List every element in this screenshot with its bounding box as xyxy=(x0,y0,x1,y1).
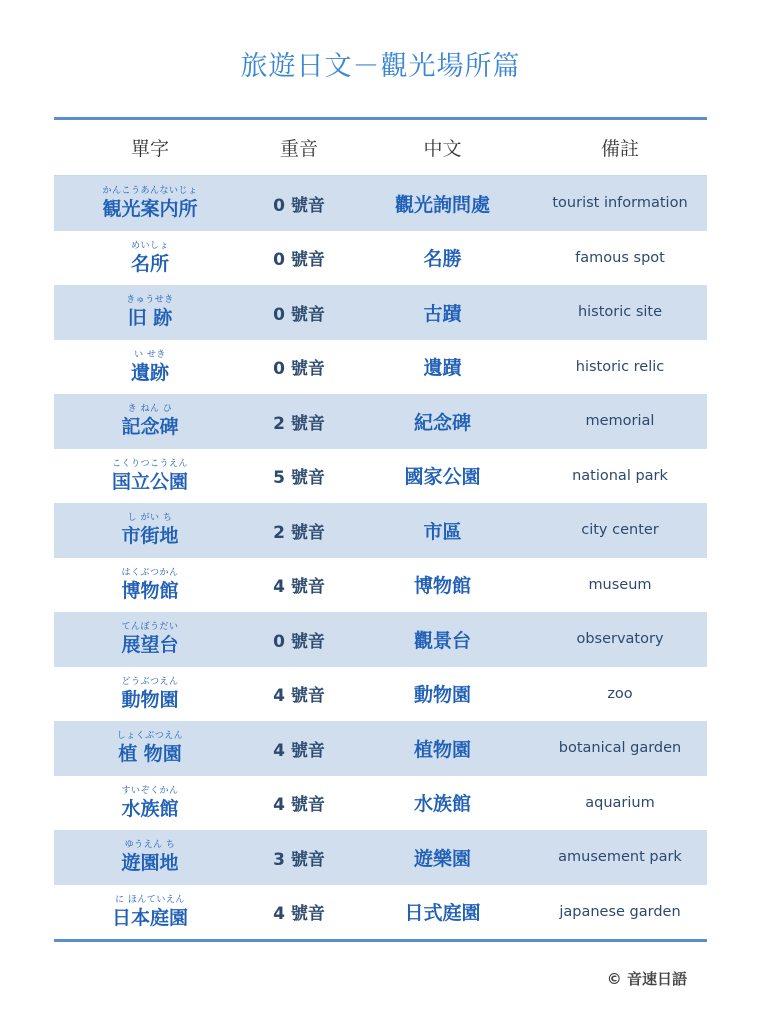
chinese-cell: 國家公園 xyxy=(404,466,481,489)
note-cell: observatory xyxy=(576,631,664,648)
word-cell xyxy=(54,514,246,546)
accent-cell: 3 號音 xyxy=(273,849,325,870)
chinese-cell: 市區 xyxy=(423,520,462,543)
japanese-word: 市街地 xyxy=(121,525,179,548)
chinese-cell: 古蹟 xyxy=(423,302,462,325)
note-cell: zoo xyxy=(607,685,633,702)
furigana-reading: てんぼうだい xyxy=(121,622,179,633)
word-cell xyxy=(54,187,246,219)
note-cell: memorial xyxy=(585,413,655,430)
note-cell: museum xyxy=(588,576,652,593)
table-row xyxy=(54,776,707,831)
furigana-reading: しょくぶつえん xyxy=(116,731,184,742)
table-row xyxy=(54,394,707,449)
japanese-word: 水族館 xyxy=(121,797,179,820)
note-cell: amusement park xyxy=(558,849,682,866)
page-title: 旅遊日文－觀光場所篇 xyxy=(240,51,521,82)
note-cell: botanical garden xyxy=(558,740,682,757)
word-cell xyxy=(54,460,246,492)
note-cell: historic relic xyxy=(575,358,665,375)
chinese-cell: 名勝 xyxy=(423,248,462,271)
accent-cell: 2 號音 xyxy=(273,413,325,434)
furigana-reading: すいぞくかん xyxy=(121,785,179,796)
note-cell: japanese garden xyxy=(559,903,681,920)
japanese-word: 国立公園 xyxy=(111,470,188,493)
chinese-cell: 動物園 xyxy=(413,684,471,707)
note-cell: tourist information xyxy=(552,195,688,212)
japanese-word: 植 物園 xyxy=(118,743,182,766)
chinese-cell: 植物園 xyxy=(413,738,471,761)
note-cell: national park xyxy=(572,467,668,484)
table-row xyxy=(54,612,707,667)
table-row xyxy=(54,721,707,776)
word-cell xyxy=(54,841,246,873)
chinese-cell: 紀念碑 xyxy=(413,411,471,434)
chinese-cell: 水族館 xyxy=(413,793,471,816)
word-cell xyxy=(54,405,246,437)
word-cell xyxy=(54,896,246,928)
note-cell: aquarium xyxy=(585,794,655,811)
table-row xyxy=(54,449,707,504)
furigana-reading: きゅうせき xyxy=(126,295,174,306)
japanese-word: 日本庭園 xyxy=(111,906,188,929)
header-note: 備註 xyxy=(600,138,639,160)
table-header xyxy=(54,120,707,176)
table-row xyxy=(54,558,707,613)
accent-cell: 0 號音 xyxy=(273,304,325,325)
accent-cell: 0 號音 xyxy=(273,195,325,216)
japanese-word: 旧 跡 xyxy=(127,307,173,330)
header-word: 單字 xyxy=(130,138,169,160)
word-cell xyxy=(54,296,246,328)
header-accent: 重音 xyxy=(279,138,318,160)
table-row xyxy=(54,885,707,940)
furigana-reading: はくぶつかん xyxy=(121,567,179,578)
chinese-cell: 博物館 xyxy=(413,575,471,598)
table-row xyxy=(54,176,707,231)
vocab-table xyxy=(54,117,707,942)
furigana-reading: に ほんていえん xyxy=(115,894,185,905)
furigana-reading: どうぶつえん xyxy=(121,676,179,687)
furigana-reading: い せき xyxy=(134,349,166,360)
word-cell xyxy=(54,623,246,655)
chinese-cell: 日式庭園 xyxy=(404,902,481,925)
accent-cell: 4 號音 xyxy=(273,904,325,925)
furigana-reading: き ねん ひ xyxy=(127,404,173,415)
note-cell: city center xyxy=(581,522,659,539)
accent-cell: 2 號音 xyxy=(273,522,325,543)
accent-cell: 0 號音 xyxy=(273,359,325,380)
japanese-word: 博物館 xyxy=(121,579,179,602)
table-body xyxy=(54,176,707,939)
accent-cell: 0 號音 xyxy=(273,250,325,271)
furigana-reading: こくりつこうえん xyxy=(111,458,188,469)
table-row xyxy=(54,830,707,885)
japanese-word: 動物園 xyxy=(121,688,179,711)
accent-cell: 0 號音 xyxy=(273,631,325,652)
chinese-cell: 遊樂園 xyxy=(413,847,471,870)
word-cell xyxy=(54,569,246,601)
word-cell xyxy=(54,351,246,383)
word-cell xyxy=(54,242,246,274)
furigana-reading: ゆうえん ち xyxy=(124,840,176,851)
header-chinese: 中文 xyxy=(423,138,462,160)
japanese-word: 遺跡 xyxy=(130,361,169,384)
japanese-word: 遊園地 xyxy=(121,852,179,875)
japanese-word: 展望台 xyxy=(121,634,179,657)
table-row xyxy=(54,503,707,558)
accent-cell: 4 號音 xyxy=(273,740,325,761)
chinese-cell: 遺蹟 xyxy=(423,357,462,380)
accent-cell: 4 號音 xyxy=(273,577,325,598)
japanese-word: 名所 xyxy=(130,252,169,275)
note-cell: famous spot xyxy=(575,249,665,266)
table-row xyxy=(54,231,707,286)
japanese-word: 観光案内所 xyxy=(102,198,198,221)
copyright-footer: © 音速日語 xyxy=(606,970,687,988)
chinese-cell: 觀景台 xyxy=(413,629,471,652)
word-cell xyxy=(54,787,246,819)
furigana-reading: かんこうあんないじょ xyxy=(102,186,198,197)
word-cell xyxy=(54,732,246,764)
note-cell: historic site xyxy=(577,304,663,321)
accent-cell: 4 號音 xyxy=(273,795,325,816)
accent-cell: 4 號音 xyxy=(273,686,325,707)
furigana-reading: めいしょ xyxy=(130,240,169,251)
japanese-word: 記念碑 xyxy=(121,416,179,439)
table-row xyxy=(54,285,707,340)
chinese-cell: 觀光詢問處 xyxy=(394,193,490,216)
table-row xyxy=(54,667,707,722)
word-cell xyxy=(54,678,246,710)
accent-cell: 5 號音 xyxy=(273,468,325,489)
furigana-reading: し がい ち xyxy=(127,513,173,524)
table-row xyxy=(54,340,707,395)
